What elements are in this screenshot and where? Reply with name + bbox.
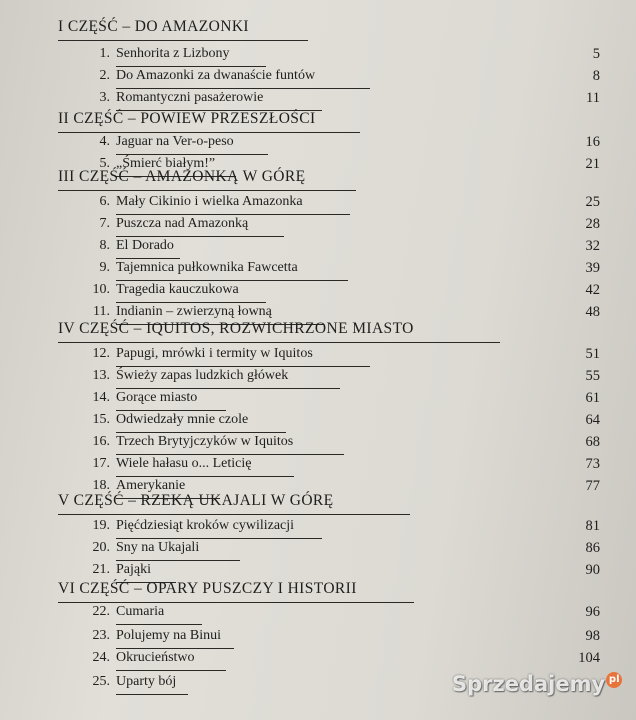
page-number: 16 <box>585 134 600 150</box>
chapter-title: Uparty bój <box>116 674 177 689</box>
heading-underline <box>58 514 410 515</box>
list-item <box>90 368 600 388</box>
page-number: 90 <box>585 562 600 578</box>
page-number: 8 <box>592 68 600 84</box>
chapter-number: 19. <box>92 518 110 533</box>
chapter-underline <box>116 454 344 455</box>
chapter-underline <box>116 154 268 155</box>
watermark-logo <box>452 672 622 696</box>
page-number: 28 <box>585 216 600 232</box>
chapter-underline <box>116 214 350 215</box>
chapter-underline <box>116 670 226 671</box>
chapter-number: 20. <box>92 540 110 555</box>
part-heading: VI CZĘŚĆ – OPARY PUSZCZY I HISTORII <box>58 580 357 597</box>
chapter-title: Trzech Brytyjczyków w Iquitos <box>116 434 294 449</box>
chapter-underline <box>116 648 234 649</box>
heading-underline <box>58 132 360 133</box>
chapter-underline <box>116 366 370 367</box>
list-item <box>90 282 600 302</box>
chapter-title: Romantyczni pasażerowie <box>116 90 264 105</box>
heading-underline <box>58 602 414 603</box>
part-title: OPARY PUSZCZY I HISTORII <box>146 580 357 597</box>
page-number: 39 <box>585 260 600 276</box>
list-item <box>90 134 600 154</box>
chapter-number: 25. <box>92 674 110 689</box>
chapter-title: Polujemy na Binui <box>116 628 221 643</box>
chapter-title: El Dorado <box>116 238 174 253</box>
chapter-title: Wiele hałasu o... Leticię <box>116 456 252 471</box>
part-heading: V CZĘŚĆ – RZEKĄ UKAJALI W GÓRĘ <box>58 492 334 509</box>
chapter-title: Do Amazonki za dwanaście funtów <box>116 68 316 83</box>
part-label: VI CZĘŚĆ <box>58 580 130 597</box>
page-number: 86 <box>585 540 600 556</box>
chapter-title: Indianin – zwierzyną łowną <box>116 304 272 319</box>
chapter-title: Senhorita z Lizbony <box>116 46 230 61</box>
part-label: V CZĘŚĆ <box>58 492 124 509</box>
page-number: 61 <box>585 390 600 406</box>
page-number: 73 <box>585 456 600 472</box>
heading-underline <box>58 40 308 41</box>
part-title: RZEKĄ UKAJALI W GÓRĘ <box>140 492 334 509</box>
part-heading: I CZĘŚĆ – DO AMAZONKI <box>58 18 249 35</box>
chapter-number: 7. <box>99 216 110 231</box>
page-number: 42 <box>585 282 600 298</box>
list-item <box>90 194 600 214</box>
list-item <box>90 68 600 88</box>
chapter-underline <box>116 694 188 695</box>
chapter-underline <box>116 258 180 259</box>
page-number: 55 <box>585 368 600 384</box>
page-number: 64 <box>585 412 600 428</box>
chapter-title: Tajemnica pułkownika Fawcetta <box>116 260 298 275</box>
part-label: II CZĘŚĆ <box>58 110 124 127</box>
part-heading: IV CZĘŚĆ – IQUITOS, ROZWICHRZONE MIASTO <box>58 320 414 337</box>
part-label: IV CZĘŚĆ <box>58 320 130 337</box>
heading-underline <box>58 190 356 191</box>
chapter-underline <box>116 476 294 477</box>
list-item <box>90 260 600 280</box>
page-number: 104 <box>578 650 600 666</box>
chapter-underline <box>116 88 370 89</box>
chapter-number: 9. <box>99 260 110 275</box>
chapter-number: 8. <box>99 238 110 253</box>
part-heading: II CZĘŚĆ – POWIEW PRZESZŁOŚCI <box>58 110 316 127</box>
chapter-number: 15. <box>92 412 110 427</box>
chapter-number: 13. <box>92 368 110 383</box>
chapter-title: Mały Cikinio i wielka Amazonka <box>116 194 303 209</box>
part-title: AMAZONKĄ W GÓRĘ <box>145 168 306 185</box>
chapter-number: 24. <box>92 650 110 665</box>
list-item <box>90 412 600 432</box>
chapter-number: 11. <box>93 304 110 319</box>
chapter-number: 21. <box>92 562 110 577</box>
chapter-title: Odwiedzały mnie czole <box>116 412 249 427</box>
page-number: 98 <box>585 628 600 644</box>
chapter-underline <box>116 624 202 625</box>
chapter-underline <box>116 388 340 389</box>
chapter-title: Okrucieństwo <box>116 650 195 665</box>
chapter-underline <box>116 538 322 539</box>
chapter-title: Pająki <box>116 562 151 577</box>
chapter-number: 5. <box>99 156 110 171</box>
page-number: 81 <box>585 518 600 534</box>
list-item <box>90 456 600 476</box>
page-number: 51 <box>585 346 600 362</box>
list-item <box>90 518 600 538</box>
chapter-number: 4. <box>99 134 110 149</box>
part-title: POWIEW PRZESZŁOŚCI <box>140 110 316 127</box>
list-item <box>90 628 600 648</box>
chapter-title: „Śmierć białym!” <box>116 156 216 171</box>
list-item <box>90 562 600 582</box>
page-number: 68 <box>585 434 600 450</box>
chapter-title: Sny na Ukajali <box>116 540 200 555</box>
chapter-title: Jaguar na Ver-o-peso <box>116 134 234 149</box>
part-label: III CZĘŚĆ <box>58 168 130 185</box>
chapter-number: 14. <box>92 390 110 405</box>
chapter-underline <box>116 302 266 303</box>
page-number: 11 <box>586 90 600 106</box>
chapter-number: 10. <box>92 282 110 297</box>
chapter-title: Pięćdziesiąt kroków cywilizacji <box>116 518 295 533</box>
chapter-number: 2. <box>99 68 110 83</box>
chapter-underline <box>116 410 226 411</box>
chapter-number: 16. <box>92 434 110 449</box>
watermark-text: Sprzedajemy <box>452 672 606 696</box>
chapter-title: Papugi, mrówki i termity w Iquitos <box>116 346 313 361</box>
chapter-title: Gorące miasto <box>116 390 198 405</box>
list-item <box>90 650 600 670</box>
watermark-badge: pl <box>606 672 622 688</box>
list-item <box>90 346 600 366</box>
list-item <box>90 90 600 110</box>
list-item <box>90 46 600 66</box>
chapter-number: 18. <box>92 478 110 493</box>
page-number: 77 <box>585 478 600 494</box>
list-item <box>90 390 600 410</box>
page-number: 48 <box>585 304 600 320</box>
part-title: IQUITOS, ROZWICHRZONE MIASTO <box>146 320 414 337</box>
page-number: 5 <box>592 46 600 62</box>
page-number: 96 <box>585 604 600 620</box>
chapter-number: 6. <box>99 194 110 209</box>
chapter-number: 12. <box>92 346 110 361</box>
page-number: 21 <box>585 156 600 172</box>
list-item <box>90 434 600 454</box>
list-item <box>90 238 600 258</box>
chapter-number: 3. <box>99 90 110 105</box>
heading-underline <box>58 342 500 343</box>
chapter-underline <box>116 280 348 281</box>
list-item <box>90 216 600 236</box>
chapter-title: Cumaria <box>116 604 165 619</box>
chapter-title: Amerykanie <box>116 478 186 493</box>
chapter-number: 1. <box>99 46 110 61</box>
chapter-title: Puszcza nad Amazonką <box>116 216 249 231</box>
part-label: I CZĘŚĆ <box>58 18 119 35</box>
part-heading: III CZĘŚĆ – AMAZONKĄ W GÓRĘ <box>58 168 306 185</box>
chapter-underline <box>116 432 286 433</box>
list-item <box>90 540 600 560</box>
part-title: DO AMAZONKI <box>134 18 249 35</box>
page-number: 32 <box>585 238 600 254</box>
page-number: 25 <box>585 194 600 210</box>
chapter-number: 17. <box>92 456 110 471</box>
chapter-underline <box>116 236 284 237</box>
chapter-number: 22. <box>92 604 110 619</box>
chapter-number: 23. <box>92 628 110 643</box>
list-item <box>90 604 600 624</box>
chapter-underline <box>116 560 240 561</box>
chapter-title: Świeży zapas ludzkich główek <box>116 368 289 383</box>
chapter-underline <box>116 66 266 67</box>
chapter-title: Tragedia kauczukowa <box>116 282 239 297</box>
